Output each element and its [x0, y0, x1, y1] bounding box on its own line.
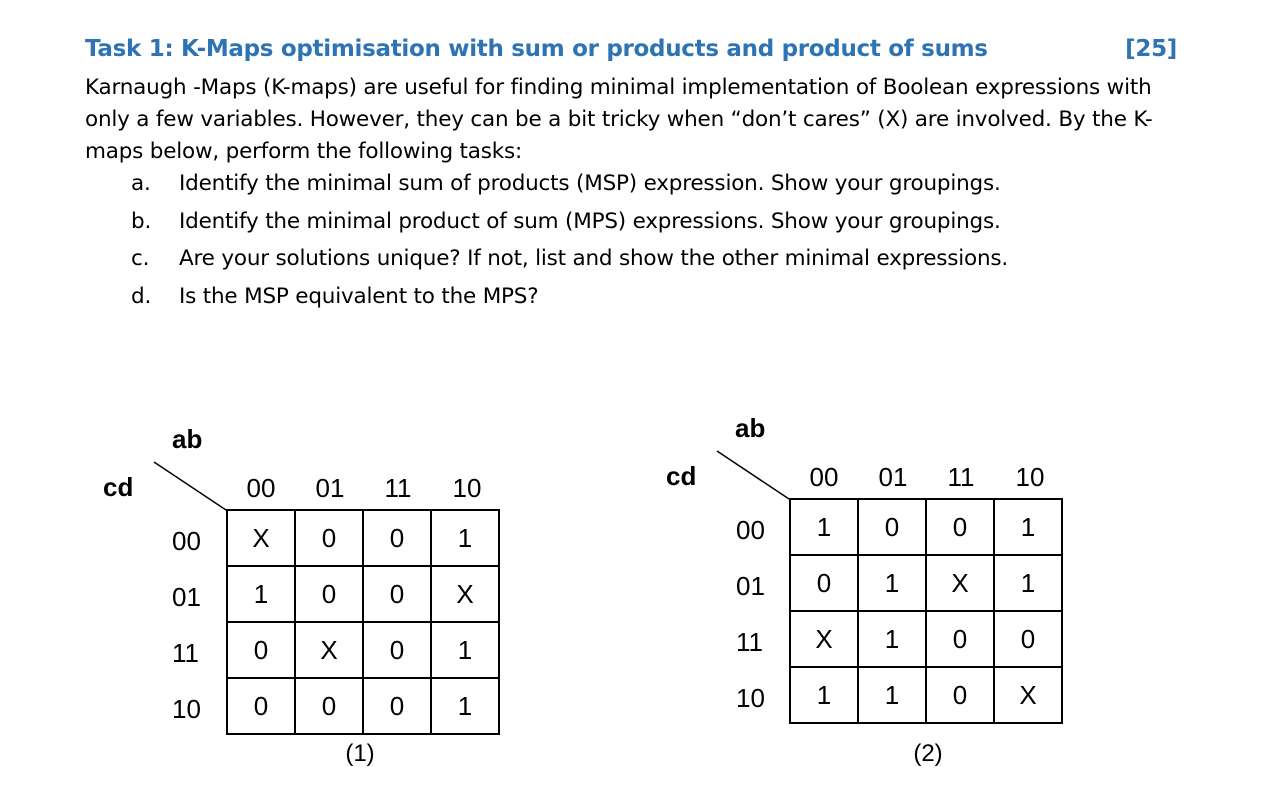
kmap-cell: 1 [858, 667, 926, 723]
kmap-row-header: 00 [736, 515, 765, 545]
kmap-cell: 0 [926, 611, 994, 667]
kmap-col-header: 11 [384, 473, 412, 503]
kmap-row-header: 10 [172, 694, 201, 724]
kmap-cell: 1 [227, 566, 295, 622]
intro-line: Karnaugh -Maps (K-maps) are useful for finding minimal implementation of Boolean expressions with [85, 75, 1152, 100]
kmap-col-header: 00 [809, 462, 839, 492]
kmap-cell: 0 [363, 678, 431, 734]
task-item-text: Identify the minimal sum of products (MSP) expression. Show your groupings. [179, 171, 1001, 196]
kmap-cell: 0 [295, 678, 363, 734]
kmap-row-header: 10 [736, 683, 765, 713]
kmap-cell: 1 [858, 611, 926, 667]
kmap-cell: 0 [363, 622, 431, 678]
kmap-cell: 1 [858, 555, 926, 611]
kmap-cell: 1 [431, 622, 499, 678]
task-item-text: Are your solutions unique? If not, list and show the other minimal expressions. [179, 246, 1009, 271]
kmap-row [790, 667, 1062, 723]
kmap-cell: 1 [790, 667, 858, 723]
task-item-letter: b. [131, 208, 152, 234]
kmap-caption: (2) [913, 740, 943, 767]
kmap-row-header: 01 [736, 571, 765, 601]
task-marks: [25] [1125, 36, 1177, 62]
kmap-col-header: 00 [246, 473, 276, 503]
task-title-text: Task 1: K-Maps optimisation with sum or products and product of sums [85, 36, 988, 62]
kmap-row-variable: cd [666, 461, 697, 491]
kmap-cell: 0 [227, 678, 295, 734]
kmap-cell: 1 [431, 678, 499, 734]
kmap-row [790, 555, 1062, 611]
kmap-cell: 0 [790, 555, 858, 611]
kmap-cell: 1 [431, 510, 499, 566]
kmap-cell: X [926, 555, 994, 611]
kmap-grid [789, 498, 1063, 724]
kmap-cell: X [994, 667, 1062, 723]
kmap-diagonal-line [715, 449, 795, 509]
kmap-row-variable: cd [103, 472, 134, 502]
task-item-text: Is the MSP equivalent to the MPS? [179, 283, 539, 309]
task-item-letter: c. [131, 246, 150, 271]
kmap-row-header: 00 [172, 526, 201, 556]
intro-line: maps below, perform the following tasks: [85, 139, 523, 164]
kmap-cell: 1 [994, 499, 1062, 555]
kmap-cell: 0 [295, 566, 363, 622]
kmap-col-variable: ab [172, 424, 203, 454]
intro-line: only a few variables. However, they can be a bit tricky when “don’t cares” (X) are involved. By the K- [85, 107, 1153, 132]
kmap-cell: 1 [790, 499, 858, 555]
kmap-col-header: 10 [1015, 462, 1045, 492]
kmap-cell: X [431, 566, 499, 622]
kmap-cell: 0 [926, 667, 994, 723]
kmap-col-variable: ab [735, 413, 766, 443]
kmap-row [790, 611, 1062, 667]
task-item-letter: a. [131, 171, 151, 196]
kmap-col-header: 11 [947, 462, 975, 492]
task-item-text: Identify the minimal product of sum (MPS) expressions. Show your groupings. [179, 208, 1001, 234]
kmap-cell: X [227, 510, 295, 566]
kmap-cell: 0 [926, 499, 994, 555]
kmap-col-header: 01 [315, 473, 345, 503]
kmap-cell: 0 [227, 622, 295, 678]
kmap-row-header: 11 [736, 627, 763, 657]
kmap-caption: (1) [345, 740, 375, 767]
kmap-col-header: 10 [452, 473, 482, 503]
kmap-cell: 0 [295, 510, 363, 566]
kmap-cell: 1 [994, 555, 1062, 611]
kmap-cell: 0 [994, 611, 1062, 667]
kmap-cell: X [790, 611, 858, 667]
kmap-row-header: 01 [172, 582, 201, 612]
kmap-cell: 0 [363, 566, 431, 622]
kmap-cell: 0 [363, 510, 431, 566]
kmap-row-header: 11 [172, 638, 199, 668]
kmap-cell: 0 [858, 499, 926, 555]
kmap-col-header: 01 [878, 462, 908, 492]
kmap-row [790, 499, 1062, 555]
task-item-letter: d. [131, 283, 152, 309]
kmap-cell: X [295, 622, 363, 678]
